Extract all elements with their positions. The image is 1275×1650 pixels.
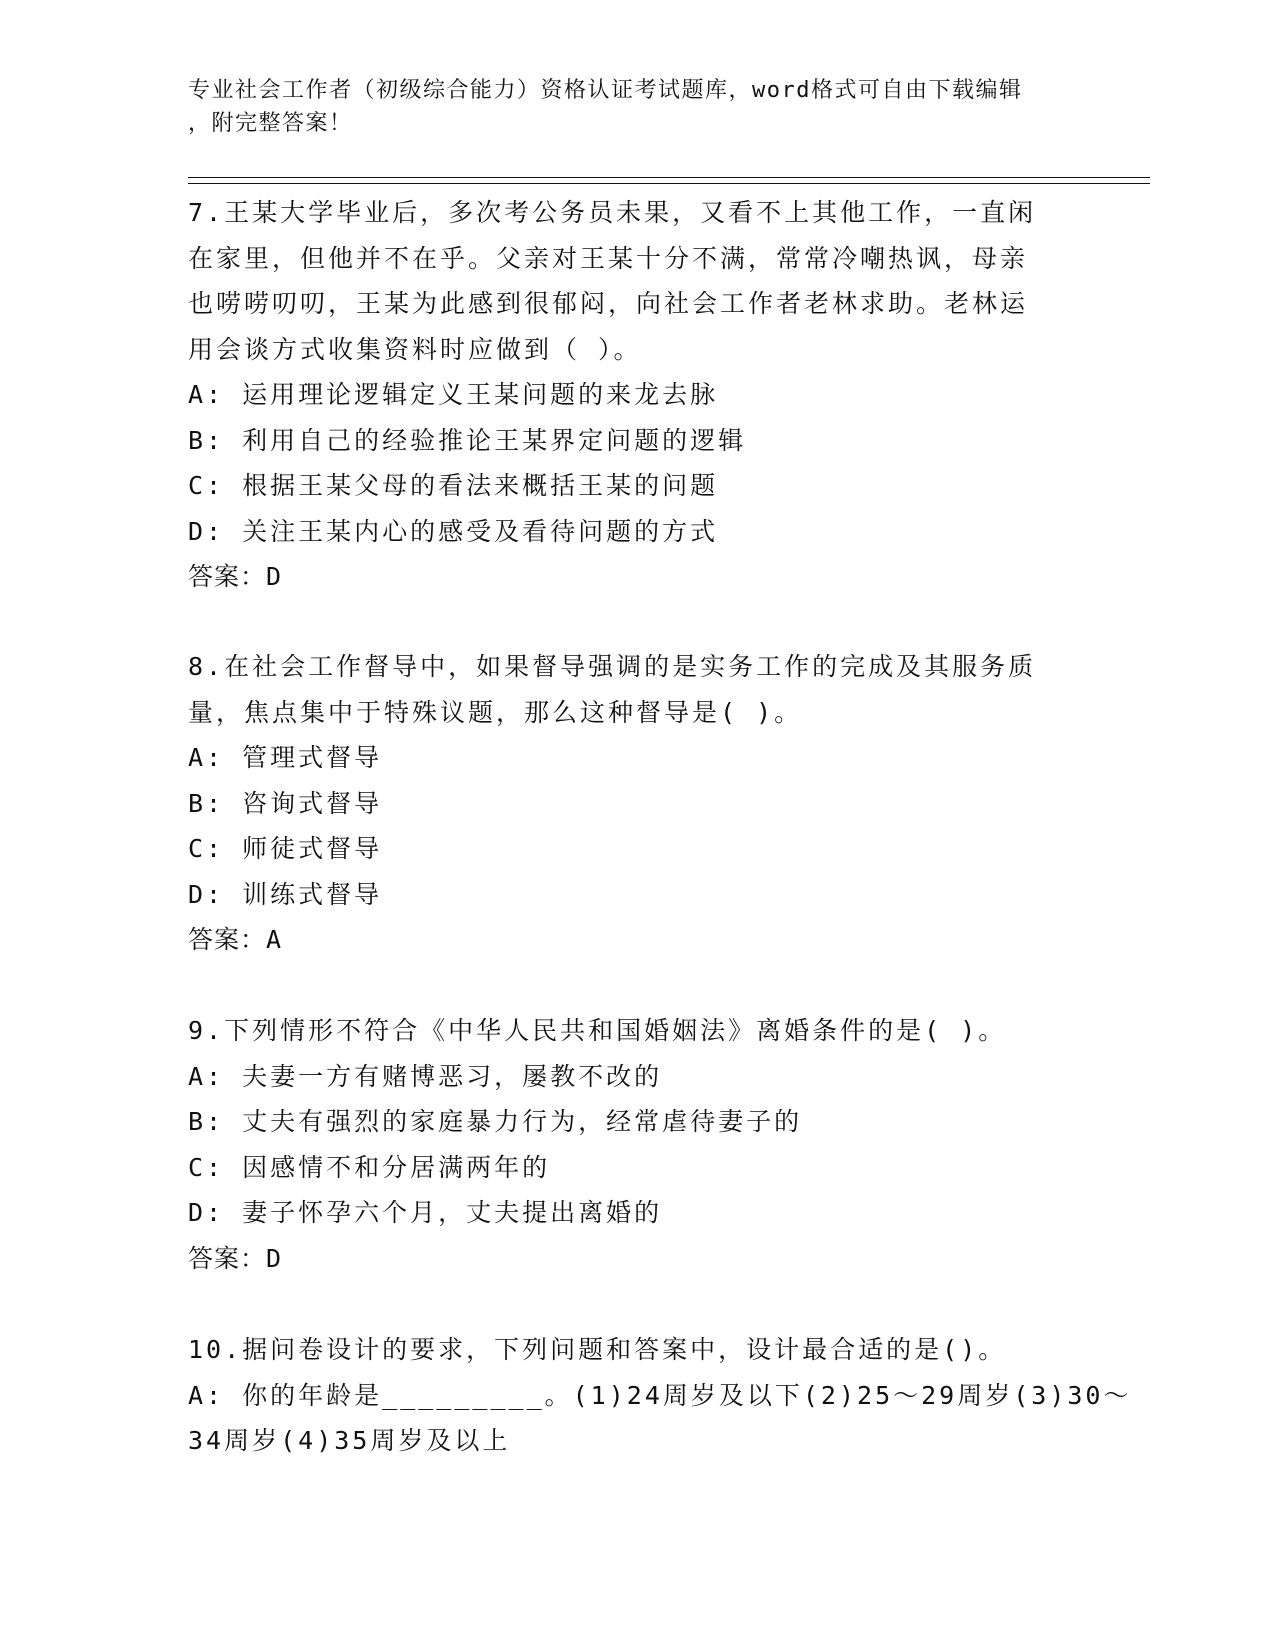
- option-a: A: 夫妻一方有赌博恶习，屡教不改的: [188, 1061, 663, 1091]
- option-d: D: 关注王某内心的感受及看待问题的方式: [188, 516, 719, 546]
- option-b: B: 咨询式督导: [188, 788, 383, 818]
- header-divider-top: [188, 177, 1150, 178]
- option-c: C: 根据王某父母的看法来概括王某的问题: [188, 471, 719, 500]
- option-b: B: 丈夫有强烈的家庭暴力行为，经常虐待妻子的: [188, 1107, 803, 1136]
- question-stem-line: 9.下列情形不符合《中华人民共和国婚姻法》离婚条件的是( )。: [188, 1016, 1007, 1045]
- question-stem-line: 也唠唠叨叨，王某为此感到很郁闷，向社会工作者老林求助。老林运: [188, 289, 1029, 318]
- header-divider-bottom: [188, 183, 1150, 184]
- question-stem-line: 8.在社会工作督导中，如果督导强调的是实务工作的完成及其服务质: [188, 652, 1037, 681]
- option-a: A: 运用理论逻辑定义王某问题的来龙去脉: [188, 380, 719, 409]
- option-a: A: 管理式督导: [188, 743, 383, 772]
- answer: 答案：D: [188, 562, 283, 591]
- document-header: [188, 74, 1088, 140]
- option-d: D: 训练式督导: [188, 879, 383, 909]
- header-line-2: ，附完整答案！: [188, 111, 353, 136]
- option-a: A: 你的年龄是_________。(1)24周岁及以下(2)25～29周岁(3)30～: [188, 1380, 1132, 1410]
- question-10: [188, 1327, 1132, 1464]
- question-stem-line: 7.王某大学毕业后，多次考公务员未果，又看不上其他工作，一直闲: [188, 198, 1037, 227]
- option-c: C: 师徒式督导: [188, 834, 383, 863]
- question-9: [188, 1008, 1068, 1281]
- question-7: [188, 190, 1068, 600]
- answer: 答案：D: [188, 1243, 283, 1273]
- option-a-continued: 34周岁(4)35周岁及以上: [188, 1426, 511, 1455]
- question-stem-line: 10.据问卷设计的要求，下列问题和答案中，设计最合适的是()。: [188, 1335, 1007, 1364]
- question-stem-line: 用会谈方式收集资料时应做到（ ）。: [188, 334, 642, 364]
- header-line-1: 专业社会工作者（初级综合能力）资格认证考试题库，word格式可自由下载编辑: [188, 78, 1023, 103]
- option-d: D: 妻子怀孕六个月，丈夫提出离婚的: [188, 1198, 663, 1227]
- option-c: C: 因感情不和分居满两年的: [188, 1152, 551, 1182]
- option-b: B: 利用自己的经验推论王某界定问题的逻辑: [188, 425, 747, 455]
- question-8: [188, 644, 1068, 963]
- answer: 答案：A: [188, 925, 283, 954]
- question-stem-line: 量，焦点集中于特殊议题，那么这种督导是( )。: [188, 697, 803, 727]
- question-stem-line: 在家里，但他并不在乎。父亲对王某十分不满，常常冷嘲热讽，母亲: [188, 243, 1029, 273]
